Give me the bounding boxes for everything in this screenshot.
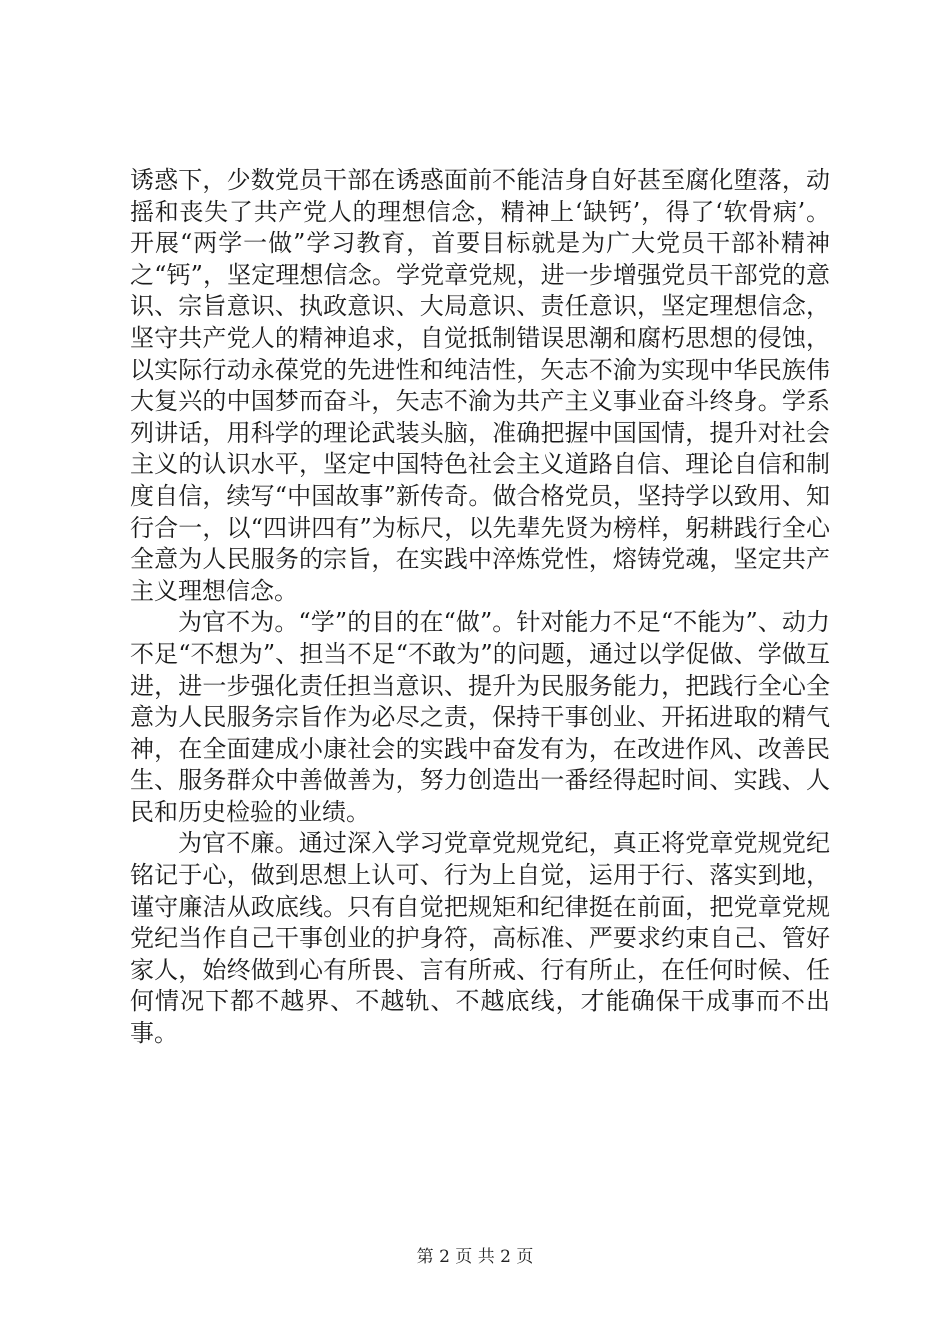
paragraph-1: 诱惑下，少数党员干部在诱惑面前不能洁身自好甚至腐化堕落，动摇和丧失了共产党人的理想信念，精神上‘缺钙’，得了‘软骨病’。开展“两学一做”学习教育，首要目标就是为广大党员干部补精神之“钙”，坚定理想信念。学党章党规，进一步增强党员干部党的意识、宗旨意识、执政意识、大局意识、责任意识，坚定理想信念，坚守共产党人的精神追求，自觉抵制错误思潮和腐朽思想的侵蚀，以实际行动永葆党的先进性和纯洁性，矢志不渝为实现中华民族伟大复兴的中国梦而奋斗，矢志不渝为共产主义事业奋斗终身。学系列讲话，用科学的理论武装头脑，准确把握中国国情，提升对社会主义的认识水平，坚定中国特色社会主义道路自信、理论自信和制度自信，续写“中国故事”新传奇。做合格党员，坚持学以致用、知行合一，以“四讲四有”为标尺，以先辈先贤为榜样，躬耕践行全心全意为人民服务的宗旨，在实践中淬炼党性，熔铸党魂，坚定共产主义理想信念。	[130, 166, 830, 605]
page-number-footer: 第 2 页 共 2 页	[416, 1247, 534, 1267]
document-body	[130, 165, 830, 1050]
paragraph-3: 为官不廉。通过深入学习党章党规党纪，真正将党章党规党纪铭记于心，做到思想上认可、行为上自觉，运用于行、落实到地，谨守廉洁从政底线。只有自觉把规矩和纪律挺在前面，把党章党规党纪当作自己干事创业的护身符，高标准、严要求约束自己、管好家人，始终做到心有所畏、言有所戒、行有所止，在任何时候、任何情况下都不越界、不越轨、不越底线，才能确保干成事而不出事。	[130, 829, 830, 1048]
paragraph-2: 为官不为。“学”的目的在“做”。针对能力不足“不能为”、动力不足“不想为”、担当不足“不敢为”的问题，通过以学促做、学做互进，进一步强化责任担当意识、提升为民服务能力，把践行全心全意为人民服务宗旨作为必尽之责，保持干事创业、开拓进取的精气神，在全面建成小康社会的实践中奋发有为，在改进作风、改善民生、服务群众中善做善为，努力创造出一番经得起时间、实践、人民和历史检验的业绩。	[130, 608, 830, 826]
